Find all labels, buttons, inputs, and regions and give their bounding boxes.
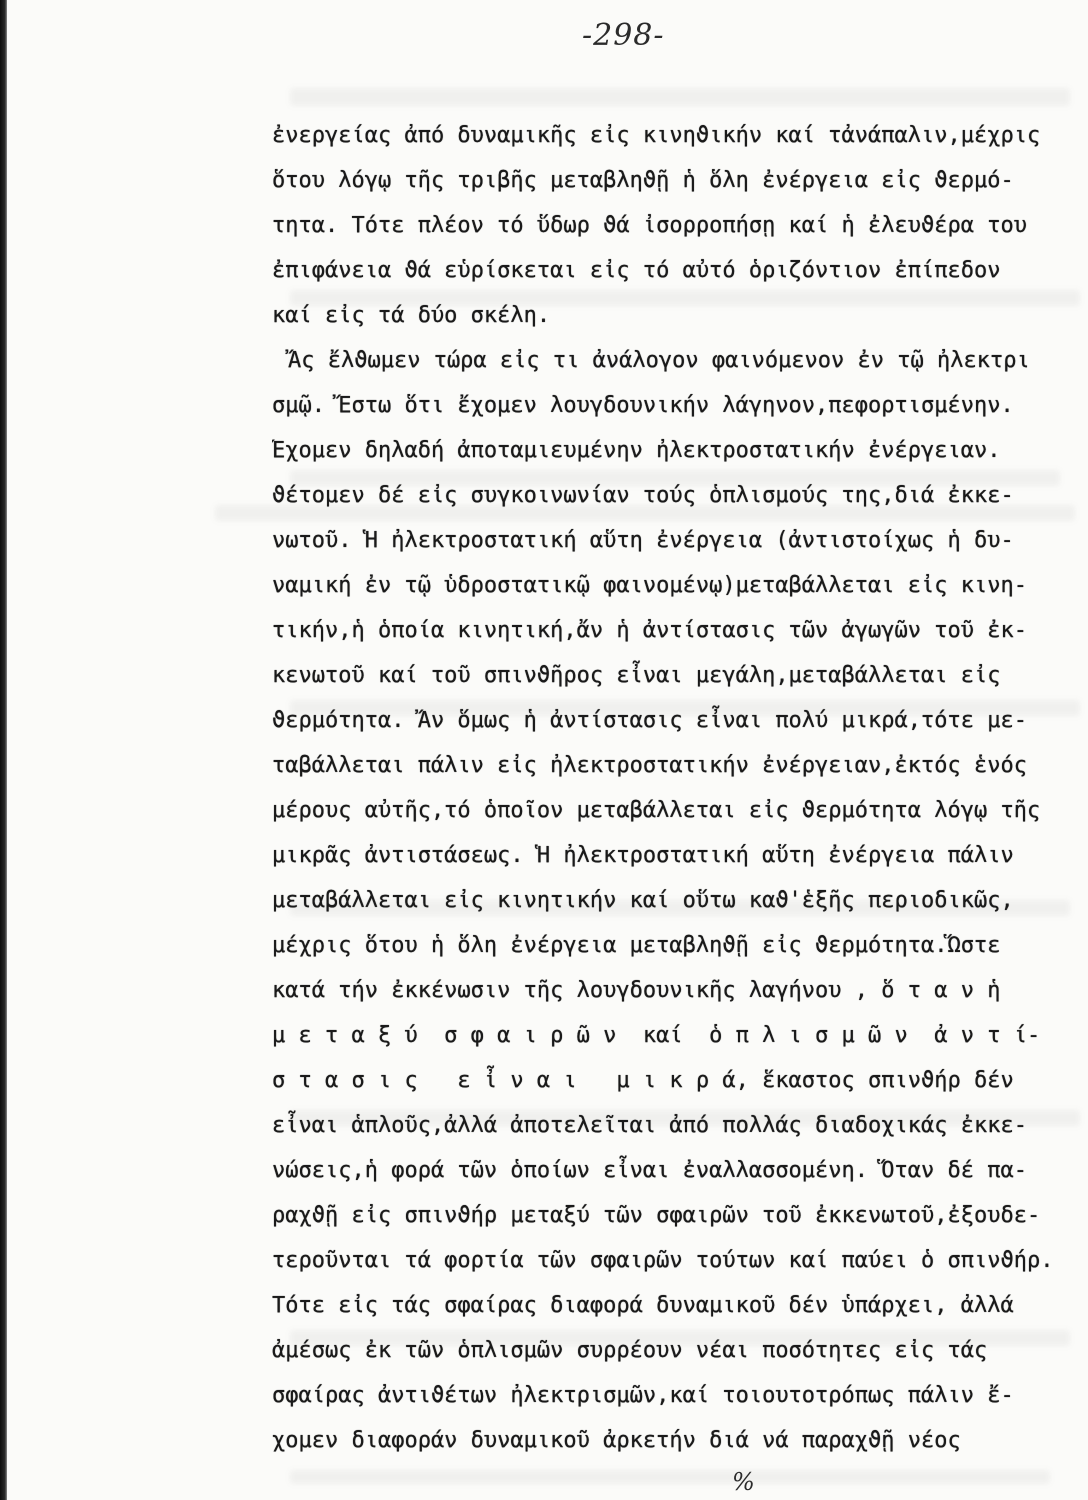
- text-line: τεροῦνται τά φορτία τῶν σφαιρῶν τούτων καί παύει ὁ σπινϑήρ.: [272, 1248, 1054, 1273]
- text-line: ἐπιφάνεια ϑά εὑρίσκεται εἰς τό αὐτό ὁριζόντιον ἐπίπεδον: [272, 258, 1001, 283]
- show-through-texture: [290, 88, 1070, 106]
- handwritten-footer-mark: %: [732, 1468, 755, 1496]
- scan-border: [0, 0, 7, 1500]
- text-line: Ἔχομεν δηλαδή ἀποταμιευμένην ἠλεκτροστατικήν ἐνέργειαν.: [272, 438, 1001, 463]
- text-line: ὅτου λόγῳ τῆς τριβῆς μεταβληϑῇ ἡ ὅλη ἐνέργεια εἰς ϑερμό-: [272, 168, 1014, 193]
- text-line: τητα. Τότε πλέον τό ὕδωρ ϑά ἰσορροπήσῃ καί ἡ ἐλευϑέρα του: [272, 213, 1027, 238]
- text-line: ταβάλλεται πάλιν εἰς ἠλεκτροστατικήν ἐνέργειαν,ἐκτός ἑνός: [272, 753, 1027, 778]
- text-line: μικρᾶς ἀντιστάσεως. Ἡ ἠλεκτροστατική αὕτη ἐνέργεια πάλιν: [272, 843, 1014, 868]
- text-line: ϑερμότητα. Ἄν ὅμως ἡ ἀντίστασις εἶναι πολύ μικρά,τότε με-: [272, 708, 1027, 733]
- text-line: κενωτοῦ καί τοῦ σπινϑῆρος εἶναι μεγάλη,μεταβάλλεται εἰς: [272, 663, 1001, 688]
- text-line: τικήν,ἡ ὁποία κινητική,ἄν ἡ ἀντίστασις τῶν ἀγωγῶν τοῦ ἐκ-: [272, 618, 1027, 643]
- text-line: ραχϑῇ εἰς σπινϑήρ μεταξύ τῶν σφαιρῶν τοῦ ἐκκενωτοῦ,ἐξουδε-: [272, 1203, 1041, 1228]
- text-line: ναμική ἐν τῷ ὑδροστατικῷ φαινομένῳ)μεταβάλλεται εἰς κινη-: [272, 573, 1027, 598]
- text-line: σφαίρας ἀντιϑέτων ἠλεκτρισμῶν,καί τοιουτοτρόπως πάλιν ἔ-: [272, 1383, 1014, 1408]
- text-line: νώσεις,ἡ φορά τῶν ὁποίων εἶναι ἐναλλασσομένη. Ὅταν δέ πα-: [272, 1158, 1027, 1183]
- text-line: σμῷ. Ἔστω ὅτι ἔχομεν λουγδουνικήν λάγηνον,πεφορτισμένην.: [272, 393, 1014, 418]
- text-line: Τότε εἰς τάς σφαίρας διαφορά δυναμικοῦ δέν ὑπάρχει, ἀλλά: [272, 1293, 1014, 1318]
- text-line: κατά τήν ἐκκένωσιν τῆς λουγδουνικῆς λαγήνου , ὅ τ α ν ἡ: [272, 978, 1001, 1003]
- text-line: μ ε τ α ξ ύ σ φ α ι ρ ῶ ν καί ὁ π λ ι σ μ ῶ ν ἀ ν τ ί-: [272, 1023, 1041, 1048]
- text-line: ϑέτομεν δέ εἰς συγκοινωνίαν τούς ὁπλισμούς της,διά ἐκκε-: [272, 483, 1014, 508]
- text-line: χομεν διαφοράν δυναμικοῦ ἀρκετήν διά νά παραχϑῇ νέος: [272, 1428, 961, 1453]
- page-number: -298-: [582, 18, 665, 53]
- text-line: νωτοῦ. Ἡ ἠλεκτροστατική αὕτη ἐνέργεια (ἀντιστοίχως ἡ δυ-: [272, 528, 1014, 553]
- show-through-texture: [290, 1470, 1050, 1484]
- text-line: μέχρις ὅτου ἡ ὅλη ἐνέργεια μεταβληϑῇ εἰς ϑερμότητα.Ὥστε: [272, 933, 1001, 958]
- text-line: σ τ α σ ι ς ε ἶ ν α ι μ ι κ ρ ά, ἕκαστος σπινϑήρ δέν: [272, 1068, 1014, 1093]
- text-line: Ἄς ἔλϑωμεν τώρα εἰς τι ἀνάλογον φαινόμενον ἐν τῷ ἠλεκτρι: [288, 348, 1030, 373]
- text-line: μεταβάλλεται εἰς κινητικήν καί οὕτω καϑ'ἑξῆς περιοδικῶς,: [272, 888, 1014, 913]
- typewritten-body: [272, 113, 1084, 1463]
- text-line: καί εἰς τά δύο σκέλη.: [272, 303, 551, 328]
- text-line: ἀμέσως ἐκ τῶν ὁπλισμῶν συρρέουν νέαι ποσότητες εἰς τάς: [272, 1338, 988, 1363]
- text-line: μέρους αὐτῆς,τό ὁποῖον μεταβάλλεται εἰς ϑερμότητα λόγῳ τῆς: [272, 798, 1041, 823]
- text-line: ἐνεργείας ἀπό δυναμικῆς εἰς κινηϑικήν καί τἀνάπαλιν,μέχρις: [272, 123, 1041, 148]
- text-line: εἶναι ἁπλοῦς,ἀλλά ἀποτελεῖται ἀπό πολλάς διαδοχικάς ἐκκε-: [272, 1113, 1027, 1138]
